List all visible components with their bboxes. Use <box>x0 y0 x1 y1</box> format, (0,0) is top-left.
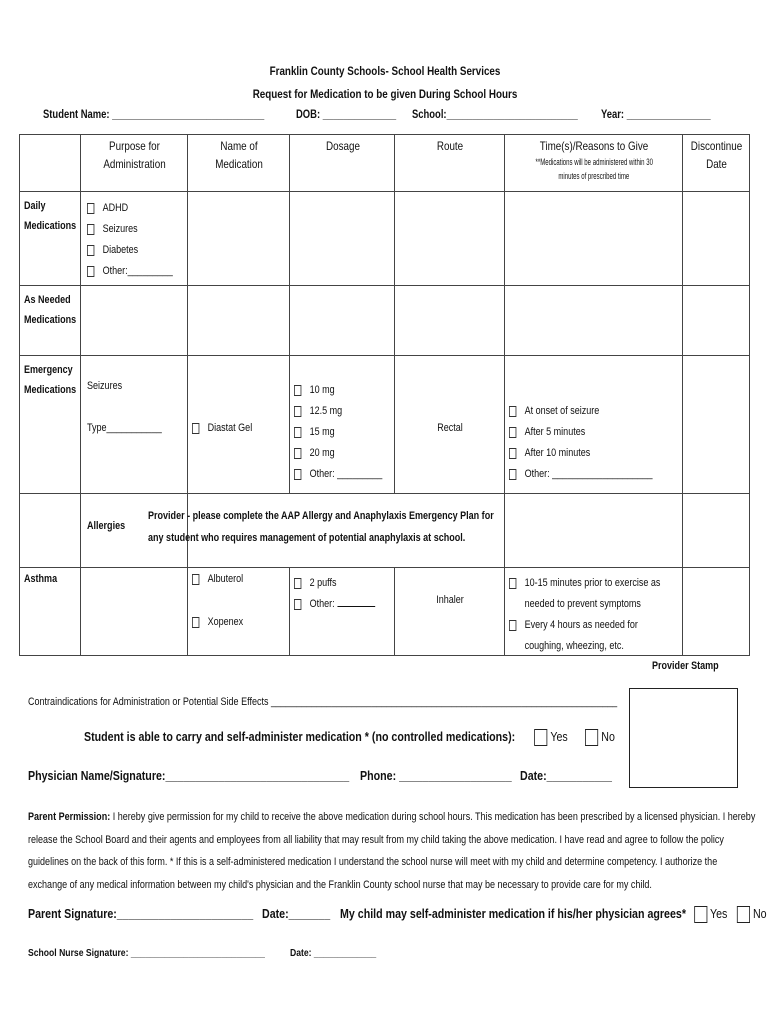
yes-label: Yes <box>550 729 568 744</box>
checkbox-before-exercise[interactable]: 10-15 minutes prior to exercise as <box>509 573 660 594</box>
physician-date-field[interactable]: Date:___________ <box>520 768 612 783</box>
checkbox-12-5mg[interactable]: 12.5 mg <box>294 401 382 422</box>
as-needed-times-cell[interactable] <box>505 286 683 356</box>
checkbox-onset[interactable]: At onset of seizure <box>509 401 652 422</box>
daily-label: Daily Medications <box>24 200 77 232</box>
parent-signature-field[interactable]: Parent Signature:_______________________ <box>28 906 254 921</box>
checkbox-other[interactable]: Other:_________ <box>87 261 173 282</box>
medication-table <box>19 134 750 656</box>
emergency-label: Emergency Medications <box>24 364 77 396</box>
contraindications-field[interactable]: Contraindications for Administration or Potential Side Effects _____________________________________________________________________ <box>28 696 618 708</box>
checkbox-adhd[interactable]: ADHD <box>87 198 173 219</box>
as-needed-discontinue-cell[interactable] <box>683 286 750 356</box>
checkbox-20mg[interactable]: 20 mg <box>294 443 382 464</box>
col-discontinue: Discontinue Date <box>690 139 743 171</box>
self-admin-agreement: My child may self-administer medication if his/her physician agrees* Yes No <box>340 906 767 923</box>
as-needed-label: As Needed Medications <box>24 294 77 326</box>
asthma-label: Asthma <box>24 573 58 585</box>
as-needed-route-cell[interactable] <box>395 286 505 356</box>
asthma-time-continuation-2: coughing, wheezing, etc. <box>524 640 625 652</box>
daily-route-cell[interactable] <box>395 192 505 286</box>
col-name: Name of Medication <box>214 139 263 171</box>
agree-no-checkbox[interactable] <box>737 906 750 923</box>
form-title-line-1: Franklin County Schools- School Health Services <box>269 64 501 78</box>
asthma-discontinue-cell[interactable] <box>683 568 750 656</box>
daily-times-cell[interactable] <box>505 192 683 286</box>
self-admin-yes-checkbox[interactable] <box>534 729 547 746</box>
as-needed-name-cell[interactable] <box>187 286 289 356</box>
as-needed-purpose-cell[interactable] <box>80 286 187 356</box>
row-emergency <box>20 356 750 494</box>
student-name-field[interactable]: Student Name: _____________________________ <box>43 109 265 121</box>
checkbox-5min[interactable]: After 5 minutes <box>509 422 652 443</box>
nurse-date-field[interactable]: Date: _____________ <box>290 947 377 959</box>
checkbox-diastat[interactable]: Diastat Gel <box>192 422 252 434</box>
col-route: Route <box>437 139 464 153</box>
agree-no-label: No <box>752 906 767 921</box>
nurse-signature-field[interactable]: School Nurse Signature: ____________________________ <box>28 947 265 959</box>
self-admin-no-checkbox[interactable] <box>585 729 598 746</box>
table-header-row <box>20 135 750 192</box>
emergency-discontinue-cell[interactable] <box>683 356 750 494</box>
daily-dosage-cell[interactable] <box>289 192 395 286</box>
allergies-label: Allergies <box>86 520 126 532</box>
emergency-dosage-options <box>294 380 382 485</box>
checkbox-10mg[interactable]: 10 mg <box>294 380 382 401</box>
provider-allergy-note: Provider - please complete the AAP Allergy and Anaphylaxis Emergency Plan for any student who requires management of potential anaphylaxis at school. <box>148 510 494 544</box>
col-dosage: Dosage <box>325 139 360 153</box>
seizure-type-field[interactable]: Type___________ <box>86 422 162 434</box>
route-inhaler: Inhaler <box>436 594 465 606</box>
parent-date-field[interactable]: Date:_______ <box>262 906 331 921</box>
physician-signature-field[interactable]: Physician Name/Signature:_______________________________ <box>28 768 350 783</box>
checkbox-asthma-other[interactable]: Other: <box>294 594 375 615</box>
self-administer-question: Student is able to carry and self-administer medication * (no controlled medications): Yes No <box>84 729 615 746</box>
checkbox-albuterol[interactable]: Albuterol <box>192 573 243 585</box>
emergency-time-options <box>509 401 652 485</box>
row-daily <box>20 192 750 286</box>
checkbox-xopenex[interactable]: Xopenex <box>192 616 243 628</box>
checkbox-diabetes[interactable]: Diabetes <box>87 240 173 261</box>
route-rectal: Rectal <box>437 422 464 434</box>
school-field[interactable]: School:_________________________ <box>412 109 578 121</box>
parent-permission-paragraph: Parent Permission: I hereby give permission for my child to receive the above medication during school hours. This medication has been prescribed by a licensed physician. I hereby release the School Board and their agents and employees from all liability that may result from my child taking the above medication. I have read and agree to follow the policy guidelines on the back of this form. * If this is a self-administered medication I understand the school nurse will meet with my child and determine competency. I authorize the exchange of any medical information between my child's physician and the Franklin County school nurse that may be necessary to provide care for my child. <box>28 811 756 891</box>
checkbox-10min[interactable]: After 10 minutes <box>509 443 652 464</box>
asthma-dosage-options <box>294 573 375 615</box>
asthma-time-continuation: needed to prevent symptoms <box>524 598 642 610</box>
checkbox-2-puffs[interactable]: 2 puffs <box>294 573 375 594</box>
row-asthma <box>20 568 750 656</box>
agree-yes-label: Yes <box>709 906 728 921</box>
asthma-purpose-cell[interactable] <box>80 568 187 656</box>
provider-stamp-box[interactable] <box>629 688 738 788</box>
checkbox-time-other[interactable]: Other: ____________________ <box>509 464 652 485</box>
no-label: No <box>601 729 615 744</box>
form-title-line-2: Request for Medication to be given During School Hours <box>252 87 518 101</box>
phone-field[interactable]: Phone: ___________________ <box>360 768 512 783</box>
checkbox-every-4-hours[interactable]: Every 4 hours as needed for <box>509 615 660 636</box>
row-as-needed <box>20 286 750 356</box>
seizures-label: Seizures <box>86 380 122 392</box>
permission-label: Parent Permission: <box>28 811 111 823</box>
agree-yes-checkbox[interactable] <box>694 906 707 923</box>
checkbox-15mg[interactable]: 15 mg <box>294 422 382 443</box>
checkbox-dosage-other[interactable]: Other: _________ <box>294 464 382 485</box>
provider-stamp-label: Provider Stamp <box>652 660 719 672</box>
dob-field[interactable]: DOB: ______________ <box>296 109 397 121</box>
checkbox-seizures[interactable]: Seizures <box>87 219 173 240</box>
daily-name-cell[interactable] <box>187 192 289 286</box>
year-field[interactable]: Year: ________________ <box>601 109 711 121</box>
col-purpose: Purpose for Administration <box>103 139 166 171</box>
col-times: Time(s)/Reasons to Give **Medications will be administered within 30 minutes of prescribed time <box>535 139 653 181</box>
as-needed-dosage-cell[interactable] <box>289 286 395 356</box>
daily-discontinue-cell[interactable] <box>683 192 750 286</box>
daily-options <box>87 198 173 282</box>
asthma-time-options <box>509 573 660 657</box>
